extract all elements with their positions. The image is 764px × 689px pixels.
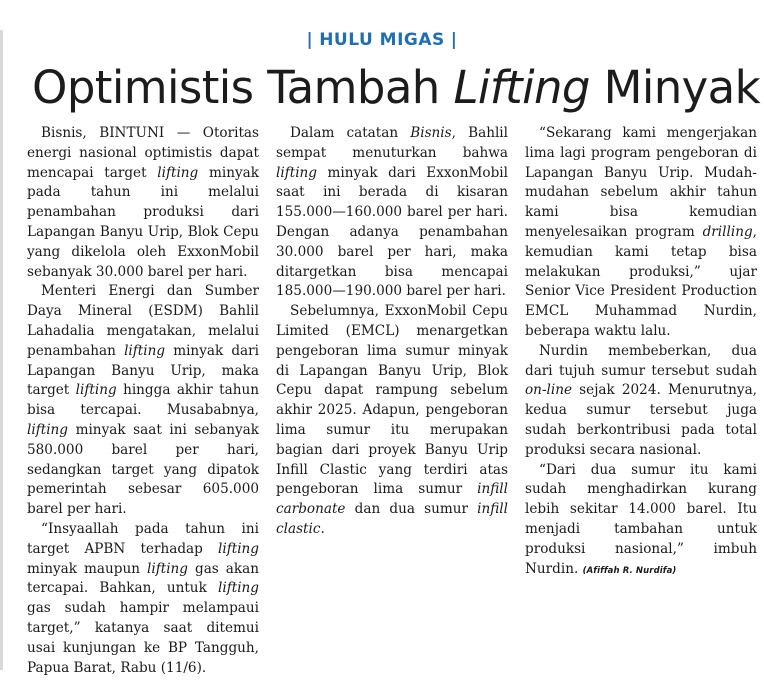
headline-italic-word: Lifting [453, 61, 590, 114]
article-paragraph: “Sekarang kami mengerjakan lima lagi program pengeboran di Lapangan Banyu Urip. Mudah-mudahan sebelum akhir tahun kami bisa kemudian menyelesaikan program drilling, kemudian kami tetap bisa melakukan produksi,” ujar Senior Vice President Production EMCL Muhammad Nurdin, beberapa waktu lalu. [525, 125, 757, 339]
article-paragraph: Bisnis, BINTUNI — Otoritas energi nasional optimistis dapat mencapai target lifting minyak pada tahun ini melalui penambahan produksi dari Lapangan Banyu Urip, Blok Cepu yang dikelola oleh ExxonMobil sebanyak 30.000 barel per hari. [27, 125, 259, 280]
article-column-1 [27, 124, 259, 678]
article-paragraph: Nurdin membeberkan, dua dari tujuh sumur tersebut sudah on-line sejak 2024. Menurutnya, kedua sumur tersebut juga sudah berkontribusi pada total produksi secara nasional. [525, 342, 757, 458]
article-column-3 [525, 124, 757, 581]
section-label [0, 30, 764, 50]
section-bar-left: | [306, 30, 314, 50]
section-bar-right: | [450, 30, 458, 50]
article-column-2 [276, 124, 508, 540]
article-paragraph: Menteri Energi dan Sumber Daya Mineral (ESDM) Bahlil Lahadalia mengatakan, melalui penambahan lifting minyak dari Lapangan Banyu Urip, maka target lifting hingga akhir tahun bisa tercapai. Musababnya, lifting minyak saat ini sebanyak 580.000 barel per hari, sedangkan target yang dipatok pemerintah sebesar 605.000 barel per hari. [27, 283, 259, 518]
article-paragraph: Sebelumnya, ExxonMobil Cepu Limited (EMCL) menargetkan pengeboran lima sumur minyak di Lapangan Banyu Urip, Blok Cepu dapat rampung sebelum akhir 2025. Adapun, pengeboran lima sumur itu merupakan bagian dari proyek Banyu Urip Infill Clastic yang terdiri atas pengeboran lima sumur infill carbonate dan dua sumur infill clastic. [276, 303, 508, 537]
article-paragraph: “Dari dua sumur itu kami sudah menghadirkan kurang lebih sekitar 14.000 barel. Itu menjadi tambahan untuk produksi nasional,” imbuh Nurdin. (Afiffah R. Nurdifa) [525, 461, 757, 577]
left-column-rule [0, 30, 3, 670]
article-paragraph: “Insyaallah pada tahun ini target APBN terhadap lifting minyak maupun lifting gas akan tercapai. Bahkan, untuk lifting gas sudah hampir melampaui target,” katanya saat ditemui usai kunjungan ke BP Tangguh, Papua Barat, Rabu (11/6). [27, 520, 259, 676]
headline-part-3: Minyak [589, 61, 761, 114]
section-label-text: HULU MIGAS [319, 30, 445, 50]
article-byline: (Afiffah R. Nurdifa) [582, 565, 677, 576]
headline-part-1: Optimistis Tambah [32, 61, 454, 114]
article-paragraph: Dalam catatan Bisnis, Bahlil sempat menuturkan bahwa lifting minyak dari ExxonMobil saat ini berada di kisaran 155.000—160.000 barel per hari. Dengan adanya penambahan 30.000 barel per hari, maka ditargetkan bisa mencapai 185.000—190.000 barel per hari. [276, 125, 508, 300]
article-headline [32, 58, 761, 118]
